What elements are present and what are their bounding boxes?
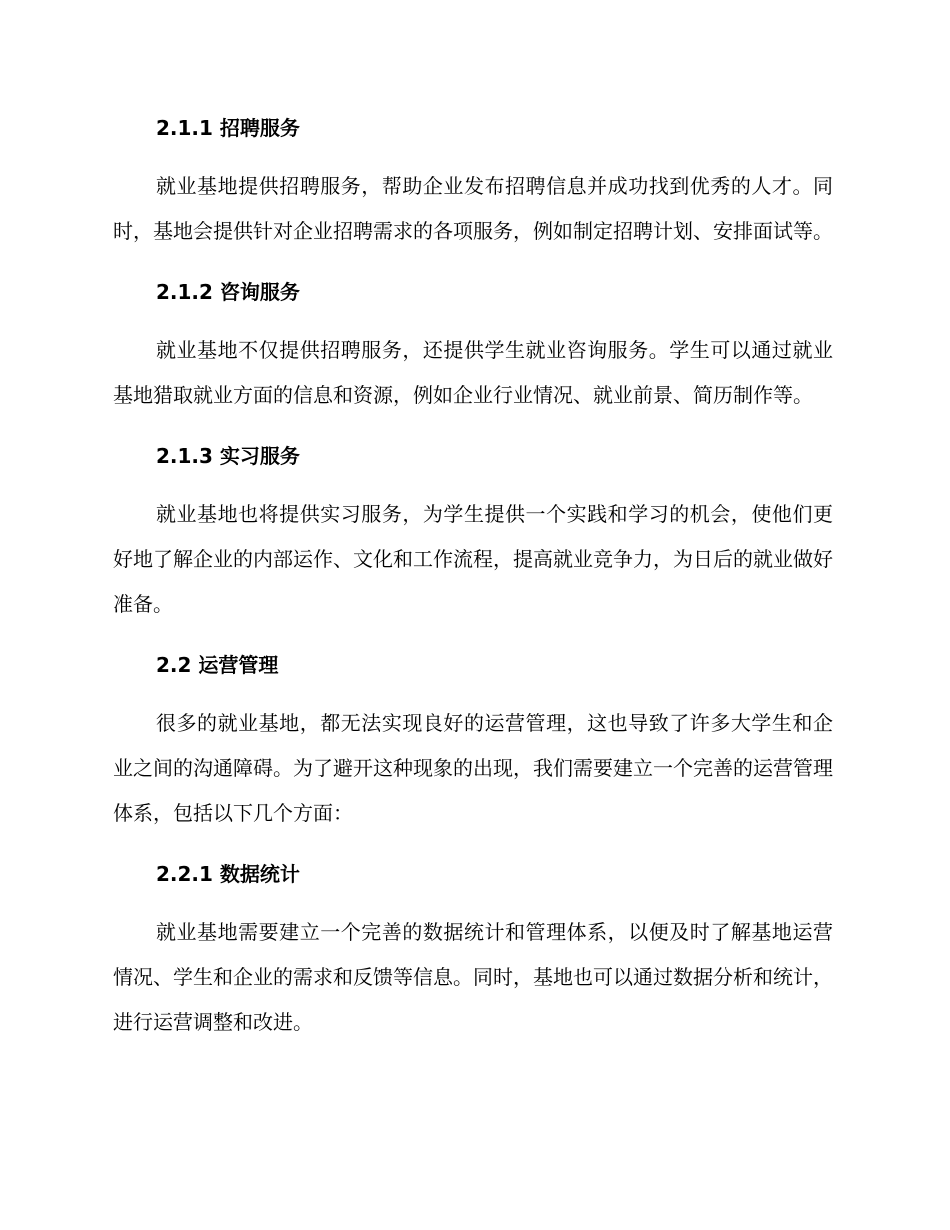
section-heading-2-1-1: 2.1.1 招聘服务 [156,116,300,140]
section-paragraph-2-2: 很多的就业基地，都无法实现良好的运营管理，这也导致了许多大学生和企业之间的沟通障碍。为了避开这种现象的出现，我们需要建立一个完善的运营管理体系，包括以下几个方面： [113,711,833,825]
section-heading-2-1-2: 2.1.2 咨询服务 [156,280,300,304]
document-content [113,108,833,1063]
section-paragraph-2-1-2: 就业基地不仅提供招聘服务，还提供学生就业咨询服务。学生可以通过就业基地猎取就业方面的信息和资源，例如企业行业情况、就业前景、简历制作等。 [113,338,833,407]
section-paragraph-2-1-1: 就业基地提供招聘服务，帮助企业发布招聘信息并成功找到优秀的人才。同时，基地会提供针对企业招聘需求的各项服务，例如制定招聘计划、安排面试等。 [113,174,833,243]
section-paragraph-2-1-3: 就业基地也将提供实习服务，为学生提供一个实践和学习的机会，使他们更好地了解企业的内部运作、文化和工作流程，提高就业竞争力，为日后的就业做好准备。 [113,502,833,616]
section-paragraph-2-2-1: 就业基地需要建立一个完善的数据统计和管理体系，以便及时了解基地运营情况、学生和企业的需求和反馈等信息。同时，基地也可以通过数据分析和统计，进行运营调整和改进。 [113,920,833,1034]
section-heading-2-2-1: 2.2.1 数据统计 [156,862,300,886]
section-heading-2-1-3: 2.1.3 实习服务 [156,444,300,468]
section-heading-2-2: 2.2 运营管理 [156,653,279,677]
